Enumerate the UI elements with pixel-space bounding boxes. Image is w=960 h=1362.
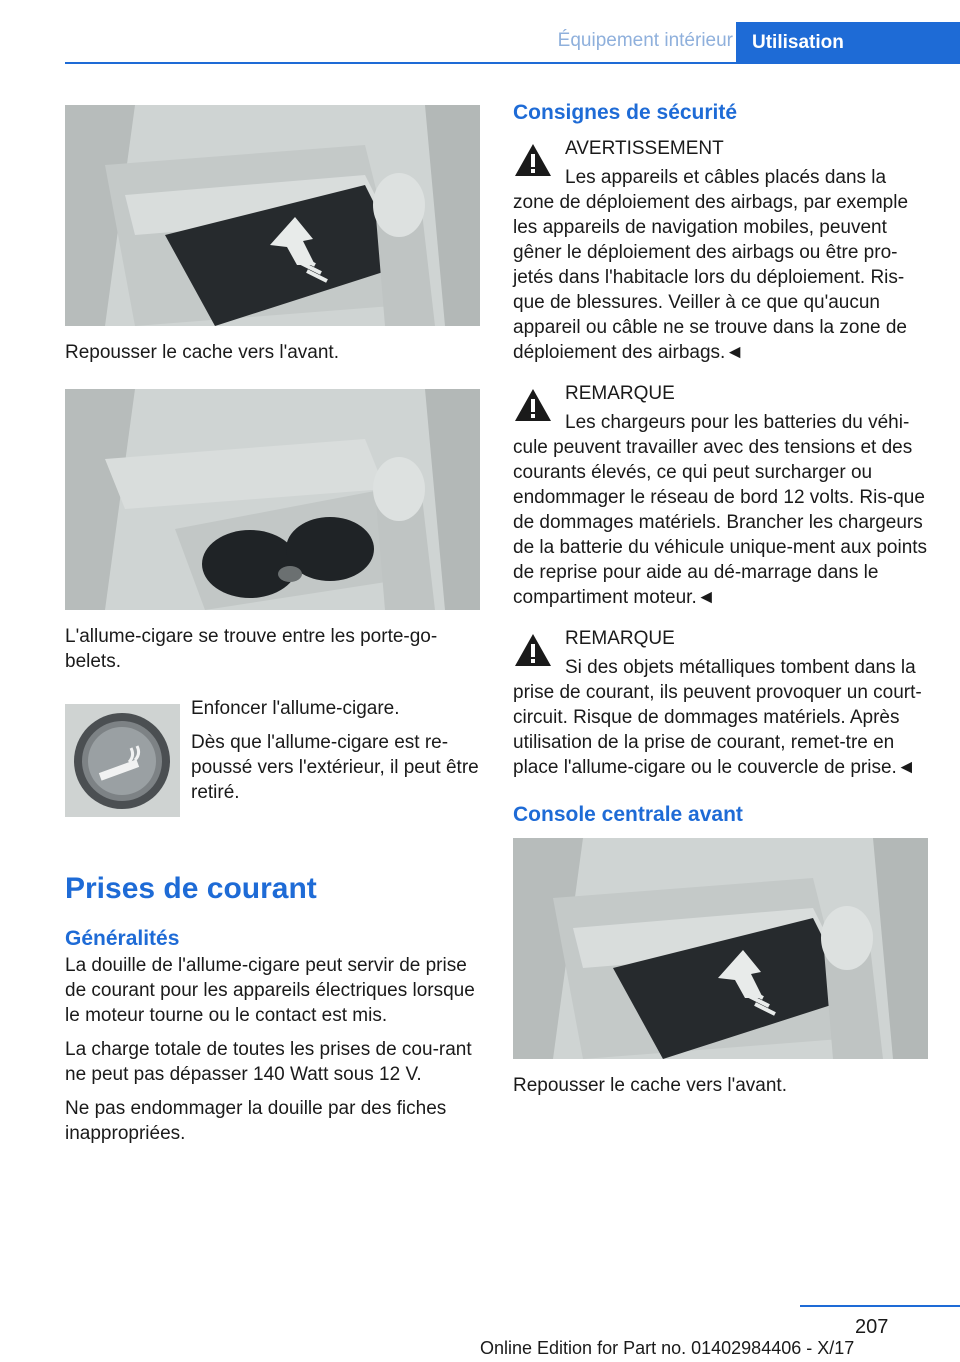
header-section-title: Équipement intérieur [557, 30, 733, 51]
caption-cover: Repousser le cache vers l'avant. [65, 342, 339, 363]
header-rule [65, 62, 960, 64]
subsection-title: Généralités [65, 927, 180, 950]
photo-cupholders [65, 389, 480, 610]
warning-block [513, 136, 928, 365]
photo-cover-closed [65, 105, 480, 326]
paragraph-2: La charge totale de toutes les prises de cou-rant ne peut pas dépasser 140 Watt sous 12 V. [65, 1039, 472, 1085]
paragraph-3: Ne pas endommager la douille par des fiches inappropriées. [65, 1098, 447, 1144]
paragraph-1: La douille de l'allume-cigare peut servir de prise de courant pour les appareils électriques lorsque le moteur tourne ou le contact est mis. [65, 955, 475, 1026]
note-block-metal [513, 626, 928, 780]
right-column [513, 100, 928, 1098]
page-number: 207 [855, 1316, 889, 1338]
lighter-instructions [191, 696, 481, 814]
lighter-block [65, 696, 480, 816]
warning-triangle-icon [513, 387, 553, 423]
photo-console-cover [513, 838, 928, 1059]
section-title: Prises de courant [65, 872, 317, 905]
lighter-step-2: Dès que l'allume-cigare est re-poussé vers l'extérieur, il peut être retiré. [191, 732, 479, 803]
header-chapter-tab: Utilisation [736, 22, 960, 64]
edition-note: Online Edition for Part no. 01402984406 - X/17 [480, 1338, 855, 1358]
caption-cupholders: L'allume-cigare se trouve entre les porte-go-belets. [65, 626, 438, 672]
note-text: Si des objets métalliques tombent dans la prise de courant, ils peuvent provoquer un court-circuit. Risque de dommages matériels. Après utilisation de la prise de courant, remet-tre en place l'allume-cigare ou le couvercle de prise.◄ [513, 657, 922, 778]
warning-label: AVERTISSEMENT [565, 138, 724, 159]
safety-title: Consignes de sécurité [513, 101, 738, 124]
note-label: REMARQUE [565, 628, 675, 649]
console-title: Console centrale avant [513, 803, 743, 826]
warning-text: Les appareils et câbles placés dans la zone de déploiement des airbags, par exemple les appareils de navigation mobiles, peuvent gêner le déploiement des airbags ou être pro-jetés dans l'habitacle lors du déploiement. Ris-que de blessures. Veiller à ce que qu'aucun appareil ou câble ne se trouve dans la zone de déploiement des airbags.◄ [513, 167, 909, 363]
footer-rule [800, 1305, 960, 1307]
caption-console: Repousser le cache vers l'avant. [513, 1075, 787, 1096]
note-block-chargers [513, 381, 928, 610]
note-text: Les chargeurs pour les batteries du véhi-cule peuvent travailler avec des tensions et des courants élevés, ce qui peut surcharger ou endommager le réseau de bord 12 volts. Ris-que de dommages matériels. Brancher les chargeurs de la batterie du véhicule unique-ment aux points de reprise pour aide au dé-marrage dans le compartiment moteur.◄ [513, 412, 928, 608]
cigarette-lighter-image [65, 704, 180, 817]
lighter-step-1: Enfoncer l'allume-cigare. [191, 698, 400, 719]
note-label: REMARQUE [565, 383, 675, 404]
warning-triangle-icon [513, 142, 553, 178]
left-column [65, 105, 480, 1146]
warning-triangle-icon [513, 632, 553, 668]
